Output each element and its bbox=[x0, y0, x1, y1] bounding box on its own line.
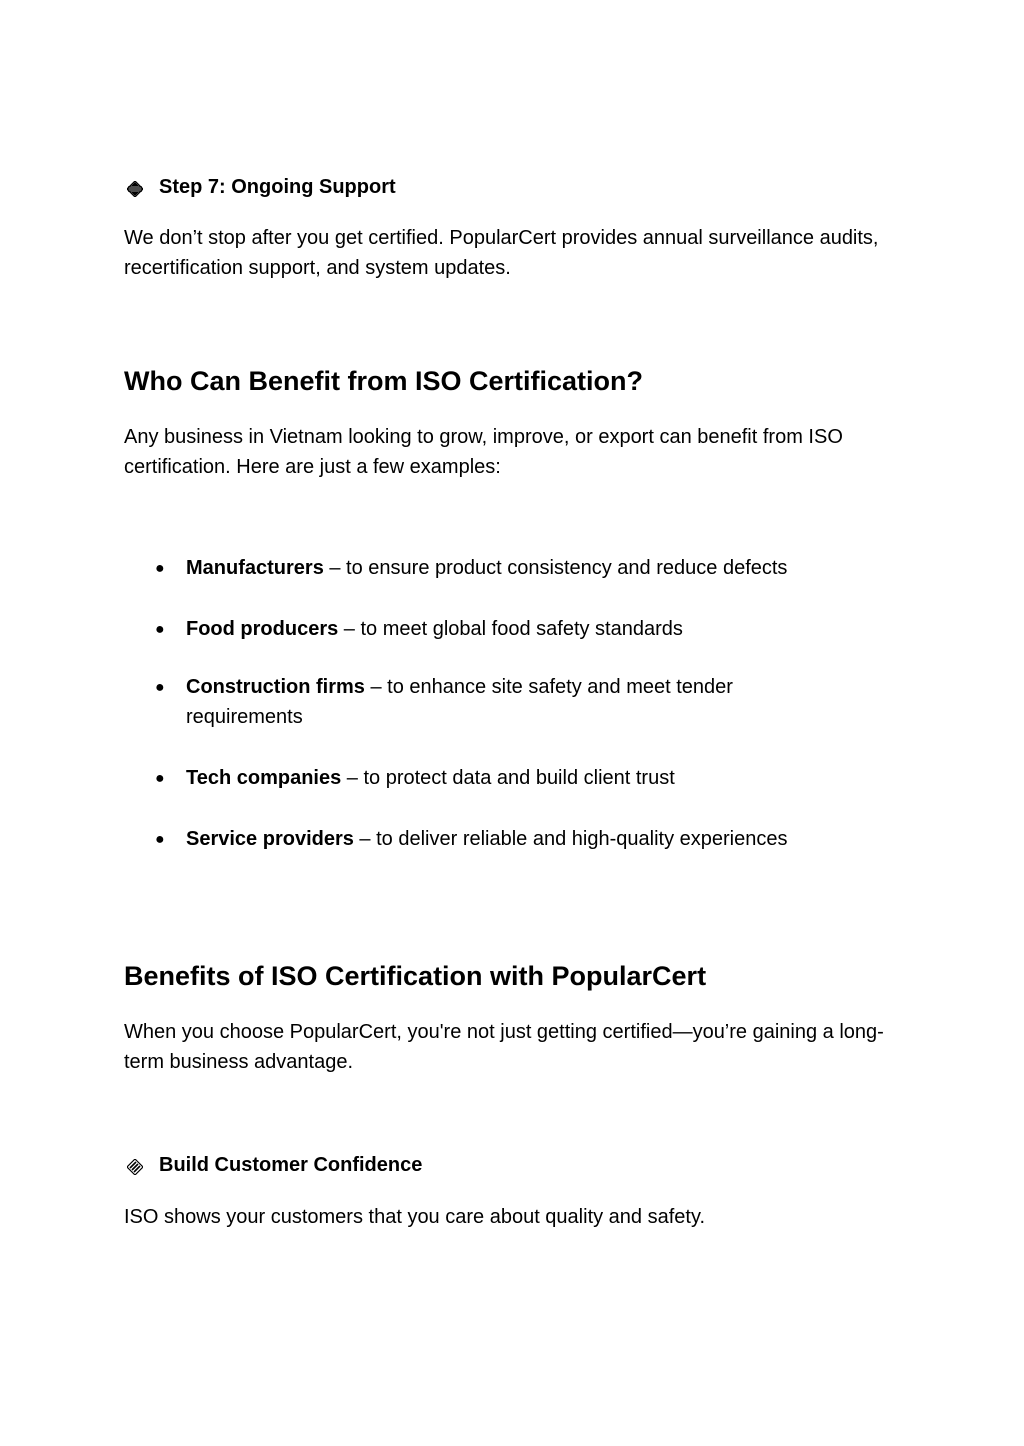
list-item-label: Manufacturers bbox=[186, 557, 324, 579]
who-benefit-heading: Who Can Benefit from ISO Certification? bbox=[124, 366, 644, 396]
step-7-title: Step 7: Ongoing Support bbox=[159, 176, 396, 198]
list-item bbox=[155, 764, 875, 794]
list-item-label: Service providers bbox=[186, 828, 354, 850]
diamond-stack-icon bbox=[127, 180, 143, 196]
list-item-label: Construction firms bbox=[186, 676, 365, 698]
bullet-icon: ● bbox=[155, 621, 165, 638]
list-item-text: – to deliver reliable and high-quality experiences bbox=[353, 828, 788, 850]
list-item bbox=[155, 615, 875, 645]
list-item bbox=[155, 825, 875, 855]
bullet-icon: ● bbox=[155, 831, 165, 848]
bullet-icon: ● bbox=[155, 560, 165, 577]
benefits-heading: Benefits of ISO Certification with PopularCert bbox=[124, 961, 707, 991]
list-item bbox=[155, 673, 815, 732]
diamond-striped-icon bbox=[127, 1158, 143, 1174]
step-7-body: We don’t stop after you get certified. PopularCert provides annual surveillance audits, recertification support, and system updates. bbox=[124, 227, 879, 279]
build-confidence-title: Build Customer Confidence bbox=[159, 1154, 423, 1176]
step-7-heading bbox=[127, 176, 396, 199]
list-item-label: Food producers bbox=[186, 618, 339, 640]
build-confidence-body: ISO shows your customers that you care about quality and safety. bbox=[124, 1206, 706, 1228]
list-item bbox=[155, 554, 875, 584]
bullet-icon: ● bbox=[155, 679, 165, 696]
list-item-text: – to protect data and build client trust bbox=[341, 767, 675, 789]
bullet-icon: ● bbox=[155, 770, 165, 787]
list-item-text: – to enhance site safety and meet tender requirements bbox=[186, 676, 733, 728]
who-benefit-intro: Any business in Vietnam looking to grow, improve, or export can benefit from ISO certification. Here are just a few examples: bbox=[124, 426, 843, 478]
benefits-intro: When you choose PopularCert, you're not just getting certified—you’re gaining a long-term business advantage. bbox=[124, 1021, 884, 1073]
list-item-label: Tech companies bbox=[186, 767, 342, 789]
list-item-text: – to ensure product consistency and reduce defects bbox=[323, 557, 788, 579]
build-confidence-heading bbox=[127, 1154, 422, 1177]
list-item-text: – to meet global food safety standards bbox=[338, 618, 683, 640]
